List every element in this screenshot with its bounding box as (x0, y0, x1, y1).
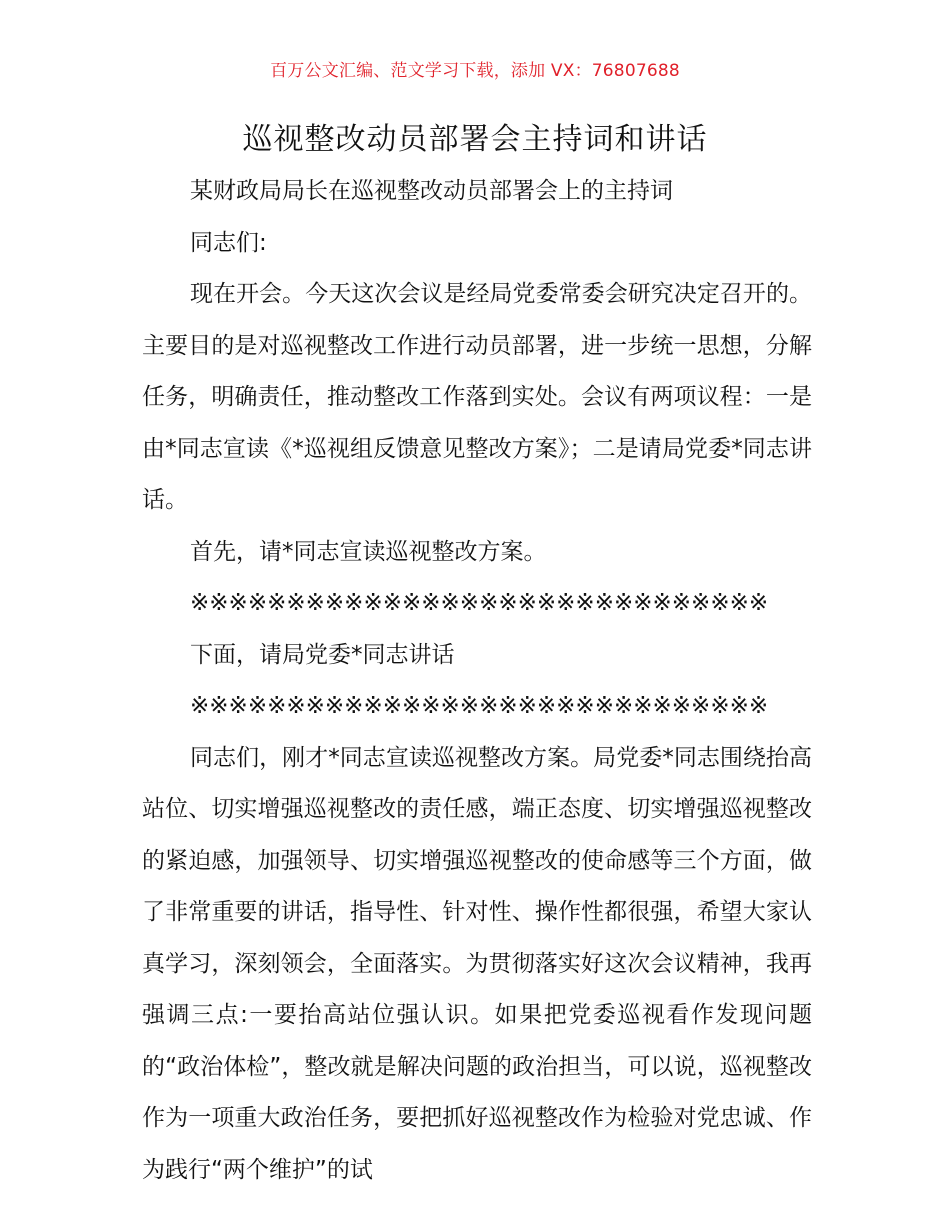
closing-speech-paragraph: 同志们，刚才*同志宣读巡视整改方案。局党委*同志围绕抬高站位、切实增强巡视整改的责任感，端正态度、切实增强巡视整改的紧迫感，加强领导、切实增强巡视整改的使命感等三个方面，做了非常重要的讲话，指导性、针对性、操作性都很强，希望大家认真学习，深刻领会，全面落实。为贯彻落实好这次会议精神，我再强调三点:一要抬高站位强认识。如果把党委巡视看作发现问题的“政治体检”，整改就是解决问题的政治担当，可以说，巡视整改作为一项重大政治任务，要把抓好巡视整改作为检验对党忠诚、作为践行“两个维护”的试 (142, 744, 812, 1183)
separator-line: ※※※※※※※※※※※※※※※※※※※※※※※※※※※※※※ (190, 693, 769, 719)
first-item-paragraph: 首先，请*同志宣读巡视整改方案。 (190, 538, 547, 565)
watermark-banner: 百万公文汇编、范文学习下载，添加 VX：76807688 (270, 61, 680, 81)
opening-paragraph: 现在开会。今天这次会议是经局党委常委会研究决定召开的。主要目的是对巡视整改工作进行动员部署，进一步统一思想，分解任务，明确责任，推动整改工作落到实处。会议有两项议程：一是由*同志宣读《*巡视组反馈意见整改方案》；二是请局党委*同志讲话。 (142, 281, 812, 513)
separator-line: ※※※※※※※※※※※※※※※※※※※※※※※※※※※※※※ (190, 590, 769, 616)
document-body (142, 166, 812, 1196)
subtitle-paragraph: 某财政局局长在巡视整改动员部署会上的主持词 (190, 178, 673, 204)
next-item-paragraph: 下面，请局党委*同志讲话 (190, 641, 455, 668)
salutation-paragraph: 同志们: (190, 229, 267, 256)
document-title: 巡视整改动员部署会主持词和讲话 (242, 122, 708, 157)
